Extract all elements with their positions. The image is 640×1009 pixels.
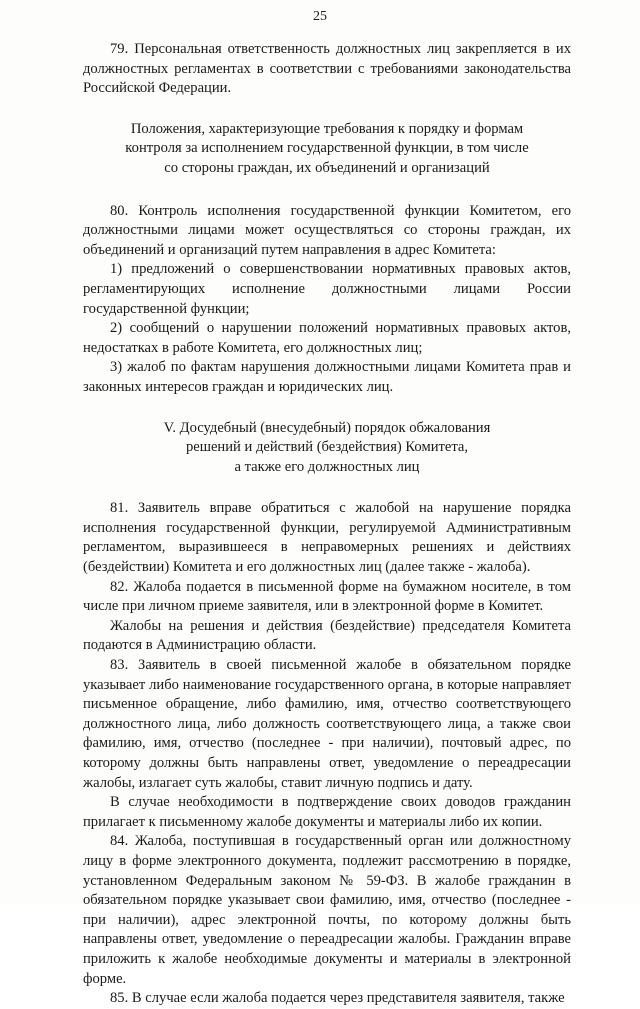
paragraph-80: 80. Контроль исполнения государственной функции Комитетом, его должностными лицами может осуществляться со стороны граждан, их объединений и организаций путем направления в адрес Комитета: — [83, 202, 571, 258]
list-item-3: 3) жалоб по фактам нарушения должностными лицами Комитета прав и законных интересов граждан и юридических лиц. — [83, 359, 571, 395]
spacer — [83, 398, 571, 419]
heading-line: со стороны граждан, их объединений и организаций — [164, 159, 490, 176]
document-body — [83, 40, 571, 1009]
page-number: 25 — [313, 9, 327, 24]
paragraph-83: 83. Заявитель в своей письменной жалобе в обязательном порядке указывает либо наименование государственного органа, в которые направляет письменное обращение, либо фамилию, имя, отчество соответствующего должностного лица, либо должность соответствующего лица, а также свои фамилию, имя, отчество (последнее - при наличии), почтовый адрес, по которому должны быть направлены ответ, уведомление о переадресации жалобы, излагает суть жалобы, ставит личную подпись и дату. — [83, 657, 571, 791]
paragraph-83-note: В случае необходимости в подтверждение своих доводов гражданин прилагает к письменному жалобе документы и материалы либо их копии. — [83, 794, 571, 830]
list-item-1: 1) предложений о совершенствовании нормативных правовых актов, регламентирующих исполнение должностными лицами России государственной функции; — [83, 261, 571, 317]
spacer — [83, 179, 571, 202]
section-heading-appeal — [83, 419, 571, 478]
spacer — [83, 477, 571, 499]
paragraph-81: 81. Заявитель вправе обратиться с жалобой на нарушение порядка исполнения государственной функции, регулируемой Административным регламентом, выразившееся в неправомерных решениях и действиях (бездействии) Комитета и его должностных лиц (далее также - жалоба). — [83, 500, 571, 576]
spacer — [83, 99, 571, 120]
heading-line: Положения, характеризующие требования к порядку и формам — [130, 120, 524, 137]
heading-line: а также его должностных лиц — [234, 458, 420, 475]
paragraph-82-note: Жалобы на решения и действия (бездействие) председателя Комитета подаются в Администрацию области. — [83, 617, 571, 654]
heading-line: V. Досудебный (внесудебный) порядок обжалования — [163, 419, 491, 436]
paragraph-82: 82. Жалоба подается в письменной форме на бумажном носителе, в том числе при личном приеме заявителя, или в электронной форме в Комитет. — [83, 578, 571, 615]
list-item-2: 2) сообщений о нарушении положений нормативных правовых актов, недостатках в работе Комитета, его должностных лиц; — [83, 320, 571, 356]
paragraph-85: 85. В случае если жалоба подается через представителя заявителя, также — [110, 990, 565, 1007]
paragraph-84: 84. Жалоба, поступившая в государственный орган или должностному лицу в форме электронного документа, подлежит рассмотрению в порядке, установленном Федеральным законом № 59-ФЗ. В жалобе гражданин в обязательном порядке указывает свои фамилию, имя, отчество (последнее - при наличии), адрес электронной почты, по которому должны быть направлены ответ, уведомление о переадресации жалобы. Гражданин вправе приложить к жалобе необходимые документы и материалы в электронной форме. — [83, 833, 571, 987]
paragraph-79: 79. Персональная ответственность должностных лиц закрепляется в их должностных регламентах в соответствии с требованиями законодательства Российской Федерации. — [83, 41, 571, 97]
section-heading-control — [83, 120, 571, 179]
heading-line: решений и действий (бездействия) Комитета, — [185, 439, 469, 456]
heading-line: контроля за исполнением государственной функции, в том числе — [125, 140, 529, 157]
